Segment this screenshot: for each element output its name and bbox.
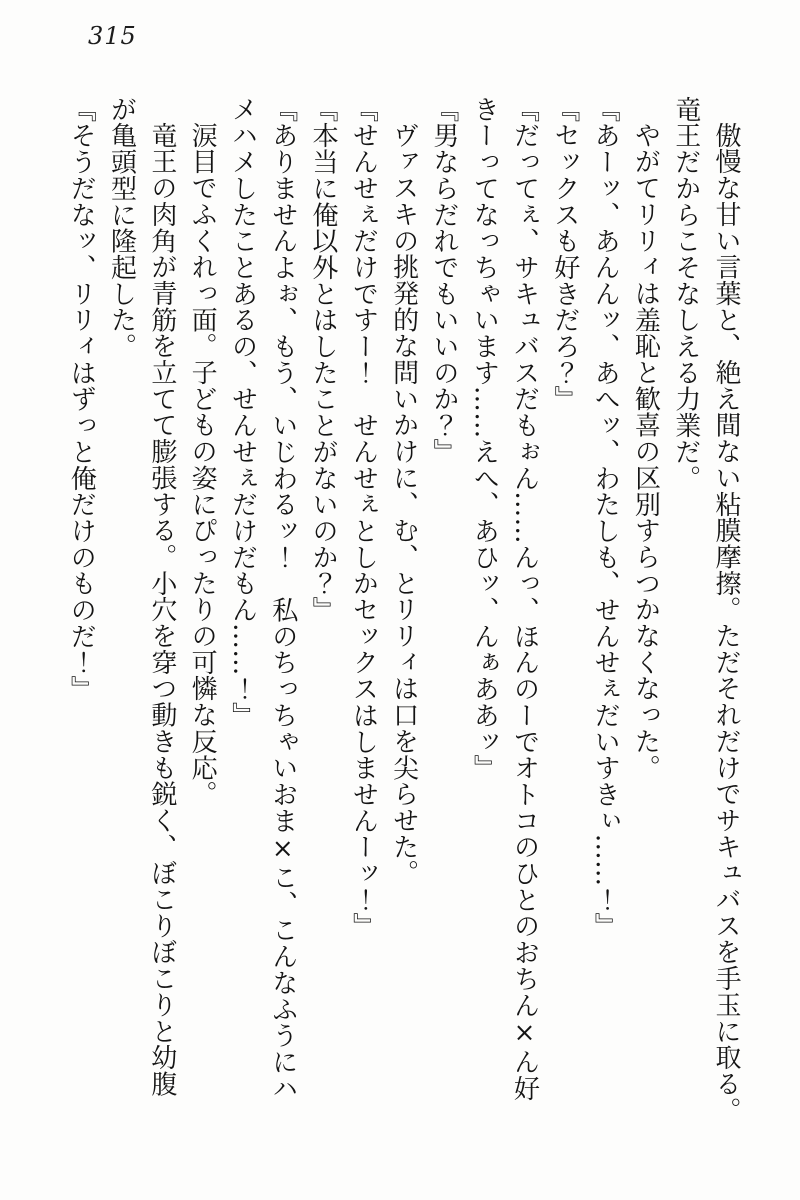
text-line: 『だってぇ、サキュバスだもぉん……んっ、ほんのーでオトコのひとのおちん×ん好	[509, 96, 540, 1102]
text-line: ヴァスキの挑発的な問いかけに、む、とリリィは口を尖らせた。	[388, 122, 419, 887]
text-line: 涙目でふくれっ面。子どもの姿にぴったりの可憐な反応。	[187, 122, 218, 808]
text-line: きーってなっちゃいます……えへ、あひッ、んぁああッ』	[469, 96, 500, 782]
text-line: やがてリリィは羞恥と歓喜の区別すらつかなくなった。	[630, 122, 661, 781]
text-line: メハメしたことあるの、せんせぇだけだもん……！』	[227, 96, 258, 729]
body-text	[54, 96, 746, 1128]
text-line: 『セックスも好きだろ？』	[549, 96, 580, 413]
text-line: 『せんせぇだけですー！ せんせぇとしかセックスはしませんーッ！』	[348, 96, 379, 940]
text-line: が亀頭型に隆起した。	[106, 96, 137, 360]
text-line: 『男ならだれでもいいのか？』	[428, 96, 459, 465]
text-line: 竜王の肉角が青筋を立てて膨張する。小穴を穿つ動きも鋭く、ぼこりぼこりと幼腹	[146, 122, 177, 1097]
text-line: 『ありませんよぉ、もう、いじわるッ！ 私のちっちゃいおま×こ、こんなふうにハ	[267, 96, 298, 1102]
page-number: 315	[88, 22, 137, 50]
text-line: 『そうだなッ、リリィはずっと俺だけのものだ！』	[66, 96, 97, 703]
text-line: 傲慢な甘い言葉と、絶え間ない粘膜摩擦。ただそれだけでサキュバスを手玉に取る。	[711, 122, 741, 1124]
text-line: 『あーッ、あんんッ、あへッ、わたしも、せんせぇだいすきぃ……！』	[590, 96, 621, 940]
text-line: 竜王だからこそなしえる力業だ。	[670, 96, 701, 492]
text-line: 『本当に俺以外とはしたことがないのか？』	[308, 96, 339, 623]
